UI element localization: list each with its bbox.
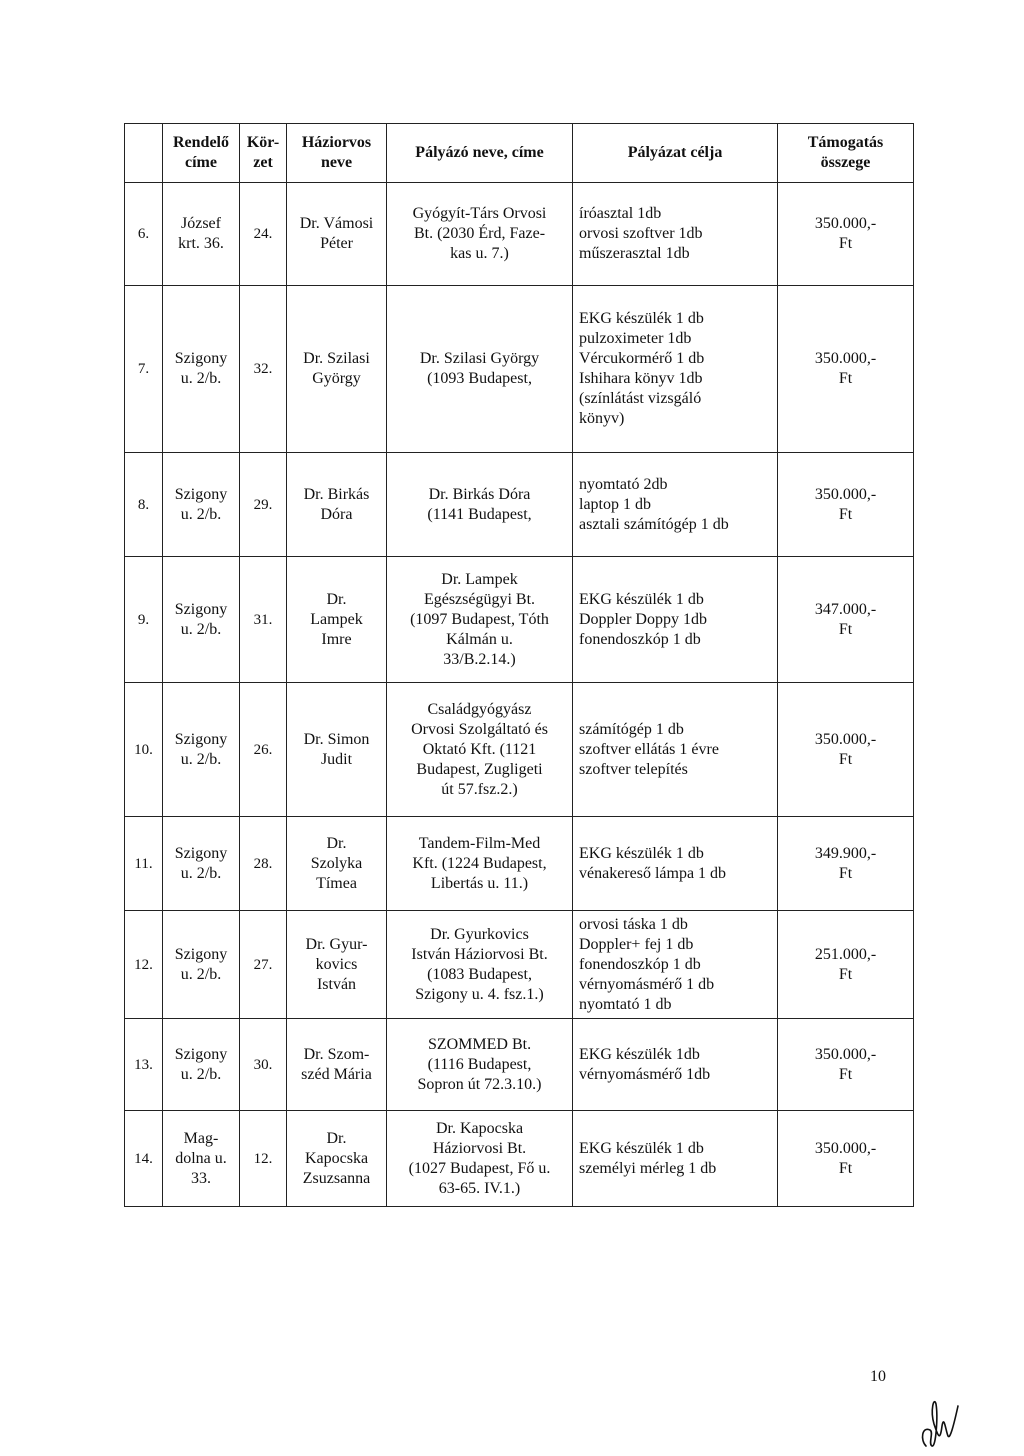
purpose: nyomtató 2db laptop 1 db asztali számítógép 1 db <box>573 453 778 557</box>
row-index: 8. <box>125 453 163 557</box>
table-row <box>125 683 914 817</box>
office-address: Szigony u. 2/b. <box>163 557 240 683</box>
row-index: 11. <box>125 817 163 911</box>
header-purpose: Pályázat célja <box>573 124 778 183</box>
office-address: Szigony u. 2/b. <box>163 453 240 557</box>
amount: 251.000,- Ft <box>778 911 914 1019</box>
gp-name: Dr. Gyur- kovics István <box>287 911 387 1019</box>
office-address: József krt. 36. <box>163 183 240 286</box>
table-row <box>125 911 914 1019</box>
table-row <box>125 453 914 557</box>
row-index: 9. <box>125 557 163 683</box>
district: 27. <box>240 911 287 1019</box>
amount: 349.900,- Ft <box>778 817 914 911</box>
gp-name: Dr. Kapocska Zsuzsanna <box>287 1111 387 1207</box>
office-address: Szigony u. 2/b. <box>163 1019 240 1111</box>
signature <box>912 1396 968 1456</box>
gp-name: Dr. Vámosi Péter <box>287 183 387 286</box>
table-row <box>125 557 914 683</box>
applicant: Dr. Gyurkovics István Háziorvosi Bt. (1083 Budapest, Szigony u. 4. fsz.1.) <box>387 911 573 1019</box>
page-number: 10 <box>870 1368 886 1385</box>
purpose: orvosi táska 1 db Doppler+ fej 1 db fonendoszkóp 1 db vérnyomásmérő 1 db nyomtató 1 db <box>573 911 778 1019</box>
office-address: Szigony u. 2/b. <box>163 911 240 1019</box>
applicant: Tandem-Film-Med Kft. (1224 Budapest, Libertás u. 11.) <box>387 817 573 911</box>
office-address: Szigony u. 2/b. <box>163 817 240 911</box>
gp-name: Dr. Birkás Dóra <box>287 453 387 557</box>
applicant: Dr. Kapocska Háziorvosi Bt. (1027 Budapest, Fő u. 63-65. IV.1.) <box>387 1111 573 1207</box>
district: 32. <box>240 286 287 453</box>
office-address: Mag- dolna u. 33. <box>163 1111 240 1207</box>
table-row <box>125 1111 914 1207</box>
amount: 350.000,- Ft <box>778 453 914 557</box>
amount: 350.000,- Ft <box>778 1111 914 1207</box>
applicant: Gyógyít-Társ Orvosi Bt. (2030 Érd, Faze- kas u. 7.) <box>387 183 573 286</box>
amount: 350.000,- Ft <box>778 183 914 286</box>
district: 12. <box>240 1111 287 1207</box>
row-index: 6. <box>125 183 163 286</box>
purpose: EKG készülék 1 db pulzoximeter 1db Vércukormérő 1 db Ishihara könyv 1db (színlátást vizsgáló könyv) <box>573 286 778 453</box>
district: 24. <box>240 183 287 286</box>
row-index: 12. <box>125 911 163 1019</box>
table-row <box>125 183 914 286</box>
header-applicant: Pályázó neve, címe <box>387 124 573 183</box>
applicant: SZOMMED Bt. (1116 Budapest, Sopron út 72.3.10.) <box>387 1019 573 1111</box>
header-office-address: Rendelő címe <box>163 124 240 183</box>
gp-name: Dr. Szolyka Tímea <box>287 817 387 911</box>
header-index <box>125 124 163 183</box>
row-index: 10. <box>125 683 163 817</box>
table-row <box>125 817 914 911</box>
header-gp-name: Háziorvos neve <box>287 124 387 183</box>
header-amount: Támogatás összege <box>778 124 914 183</box>
amount: 347.000,- Ft <box>778 557 914 683</box>
district: 29. <box>240 453 287 557</box>
district: 30. <box>240 1019 287 1111</box>
amount: 350.000,- Ft <box>778 683 914 817</box>
grants-table <box>124 123 914 1207</box>
purpose: EKG készülék 1db vérnyomásmérő 1db <box>573 1019 778 1111</box>
purpose: íróasztal 1db orvosi szoftver 1db műszerasztal 1db <box>573 183 778 286</box>
row-index: 13. <box>125 1019 163 1111</box>
district: 28. <box>240 817 287 911</box>
header-district: Kör- zet <box>240 124 287 183</box>
row-index: 14. <box>125 1111 163 1207</box>
row-index: 7. <box>125 286 163 453</box>
applicant: Dr. Szilasi György (1093 Budapest, <box>387 286 573 453</box>
amount: 350.000,- Ft <box>778 286 914 453</box>
purpose: számítógép 1 db szoftver ellátás 1 évre szoftver telepítés <box>573 683 778 817</box>
district: 31. <box>240 557 287 683</box>
table-row <box>125 286 914 453</box>
applicant: Családgyógyász Orvosi Szolgáltató és Oktató Kft. (1121 Budapest, Zugligeti út 57.fsz.2.) <box>387 683 573 817</box>
purpose: EKG készülék 1 db Doppler Doppy 1db fonendoszkóp 1 db <box>573 557 778 683</box>
header-row <box>125 124 914 183</box>
table-row <box>125 1019 914 1111</box>
applicant: Dr. Birkás Dóra (1141 Budapest, <box>387 453 573 557</box>
district: 26. <box>240 683 287 817</box>
amount: 350.000,- Ft <box>778 1019 914 1111</box>
gp-name: Dr. Lampek Imre <box>287 557 387 683</box>
gp-name: Dr. Szom- széd Mária <box>287 1019 387 1111</box>
office-address: Szigony u. 2/b. <box>163 286 240 453</box>
gp-name: Dr. Szilasi György <box>287 286 387 453</box>
purpose: EKG készülék 1 db személyi mérleg 1 db <box>573 1111 778 1207</box>
office-address: Szigony u. 2/b. <box>163 683 240 817</box>
purpose: EKG készülék 1 db vénakereső lámpa 1 db <box>573 817 778 911</box>
applicant: Dr. Lampek Egészségügyi Bt. (1097 Budapest, Tóth Kálmán u. 33/B.2.14.) <box>387 557 573 683</box>
gp-name: Dr. Simon Judit <box>287 683 387 817</box>
